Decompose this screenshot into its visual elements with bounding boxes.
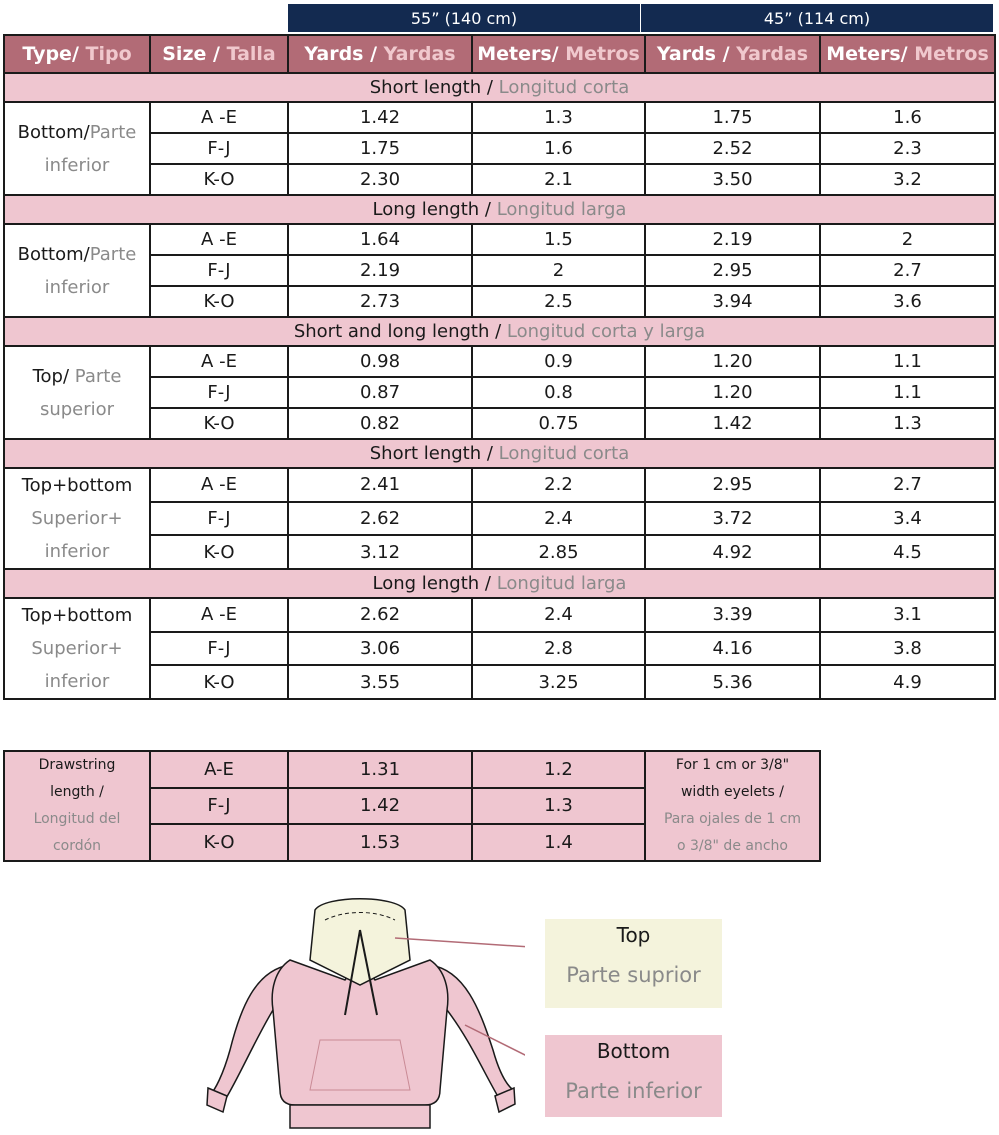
column-header: [820, 35, 995, 73]
column-header: [645, 35, 820, 73]
garment-type: [4, 224, 150, 317]
column-header-es: Metros: [914, 43, 989, 65]
garment-type-en: Bottom/: [17, 243, 90, 265]
meters-55-cell: 1.5: [472, 224, 645, 255]
meters-45-cell: 4.5: [820, 535, 995, 569]
yards-45-cell: 4.16: [645, 632, 820, 666]
drawstring-note-en-2: width eyelets /: [680, 784, 784, 800]
column-header-en: Type/: [22, 43, 86, 65]
table-row: [4, 255, 995, 286]
yards-55-cell: 2.62: [288, 502, 472, 536]
drawstring-meters: 1.3: [472, 788, 645, 825]
bottom-legend-es: Parte inferior: [565, 1079, 702, 1103]
size-cell: K-O: [150, 408, 288, 439]
meters-55-cell: 1.3: [472, 102, 645, 133]
section-title-en: Short length /: [369, 443, 499, 464]
column-header-es: Yardas: [736, 43, 809, 65]
size-cell: F-J: [150, 377, 288, 408]
table-row: [4, 502, 995, 536]
column-header-en: Yards /: [304, 43, 384, 65]
yards-45-cell: 2.95: [645, 255, 820, 286]
column-header-en: Size /: [162, 43, 227, 65]
drawstring-table: [3, 750, 821, 862]
column-header-es: Talla: [226, 43, 276, 65]
bottom-legend-box: [545, 1035, 722, 1117]
meters-55-cell: 2.4: [472, 598, 645, 632]
meters-45-cell: 2.7: [820, 468, 995, 502]
table-row: [4, 632, 995, 666]
section-title-es: Longitud corta: [498, 77, 630, 98]
yards-45-cell: 1.20: [645, 346, 820, 377]
top-legend-en: Top: [616, 923, 651, 947]
section-title-es: Longitud corta: [498, 443, 630, 464]
table-row: [4, 408, 995, 439]
bottom-legend-en: Bottom: [596, 1039, 671, 1063]
garment-type-en: Top+bottom: [21, 475, 133, 496]
meters-55-cell: 2.4: [472, 502, 645, 536]
hoodie-illustration: [195, 890, 525, 1135]
garment-type-es-1: Parte: [89, 121, 137, 143]
garment-type-en: Top/: [32, 365, 75, 387]
column-header: [4, 35, 150, 73]
table-row: [4, 535, 995, 569]
size-cell: F-J: [150, 502, 288, 536]
meters-55-cell: 2.1: [472, 164, 645, 195]
garment-type: [4, 346, 150, 439]
yards-45-cell: 1.75: [645, 102, 820, 133]
yards-55-cell: 2.73: [288, 286, 472, 317]
drawstring-yards: 1.53: [288, 824, 472, 861]
yards-45-cell: 3.72: [645, 502, 820, 536]
meters-45-cell: 3.6: [820, 286, 995, 317]
meters-55-cell: 2: [472, 255, 645, 286]
size-cell: F-J: [150, 133, 288, 164]
column-header-es: Tipo: [85, 43, 132, 65]
drawstring-size: A-E: [150, 751, 288, 788]
section-title: [4, 439, 995, 468]
meters-45-cell: 3.4: [820, 502, 995, 536]
section-title-row: [4, 195, 995, 224]
yards-55-cell: 3.12: [288, 535, 472, 569]
garment-type-es-2: inferior: [44, 671, 110, 692]
garment-type: [4, 102, 150, 195]
drawstring-note-es-1: Para ojales de 1 cm: [663, 811, 802, 827]
yards-55-cell: 1.75: [288, 133, 472, 164]
size-cell: A -E: [150, 346, 288, 377]
size-cell: A -E: [150, 102, 288, 133]
garment-type-en: Top+bottom: [21, 605, 133, 626]
yards-55-cell: 0.87: [288, 377, 472, 408]
drawstring-label-en-2: length /: [50, 784, 104, 800]
meters-45-cell: 3.8: [820, 632, 995, 666]
section-title-row: [4, 317, 995, 346]
table-row: [4, 377, 995, 408]
garment-type-es-1: Parte: [89, 243, 137, 265]
fabric-width-header: [287, 3, 994, 32]
size-cell: F-J: [150, 632, 288, 666]
yards-45-cell: 5.36: [645, 665, 820, 699]
meters-45-cell: 1.3: [820, 408, 995, 439]
size-cell: K-O: [150, 164, 288, 195]
drawstring-meters: 1.2: [472, 751, 645, 788]
section-title-es: Longitud larga: [496, 573, 627, 594]
size-cell: K-O: [150, 286, 288, 317]
section-title-es: Longitud corta y larga: [506, 321, 706, 342]
meters-55-cell: 3.25: [472, 665, 645, 699]
yards-55-cell: 1.64: [288, 224, 472, 255]
meters-55-cell: 0.75: [472, 408, 645, 439]
top-legend-es: Parte suprior: [566, 963, 701, 987]
drawstring-note-en-1: For 1 cm or 3/8": [675, 757, 790, 773]
yards-45-cell: 3.39: [645, 598, 820, 632]
column-header-en: Meters/: [826, 43, 915, 65]
garment-type-es-1: Superior+: [31, 638, 123, 659]
drawstring-yards: 1.42: [288, 788, 472, 825]
size-cell: F-J: [150, 255, 288, 286]
table-row: [4, 468, 995, 502]
drawstring-label-es-2: cordón: [52, 838, 102, 854]
column-header: [288, 35, 472, 73]
meters-45-cell: 2.7: [820, 255, 995, 286]
yards-45-cell: 2.19: [645, 224, 820, 255]
garment-type-es-2: superior: [39, 398, 115, 420]
meters-55-cell: 2.8: [472, 632, 645, 666]
yards-45-cell: 4.92: [645, 535, 820, 569]
yards-55-cell: 3.06: [288, 632, 472, 666]
yards-55-cell: 2.62: [288, 598, 472, 632]
meters-55-cell: 2.2: [472, 468, 645, 502]
section-title-row: [4, 73, 995, 102]
yards-45-cell: 1.20: [645, 377, 820, 408]
size-cell: K-O: [150, 665, 288, 699]
yards-45-cell: 1.42: [645, 408, 820, 439]
table-row: [4, 224, 995, 255]
table-row: [4, 164, 995, 195]
garment-type-es-2: inferior: [44, 276, 110, 298]
garment-type: [4, 468, 150, 569]
size-cell: A -E: [150, 224, 288, 255]
section-title-es: Longitud larga: [496, 199, 627, 220]
garment-type-es-2: inferior: [44, 154, 110, 176]
section-title: [4, 569, 995, 598]
meters-55-cell: 1.6: [472, 133, 645, 164]
section-title: [4, 73, 995, 102]
column-header-en: Yards /: [656, 43, 737, 65]
meters-55-cell: 0.8: [472, 377, 645, 408]
meters-45-cell: 2.3: [820, 133, 995, 164]
column-header: [150, 35, 288, 73]
section-title-en: Long length /: [372, 199, 497, 220]
yards-55-cell: 2.41: [288, 468, 472, 502]
drawstring-meters: 1.4: [472, 824, 645, 861]
meters-55-cell: 2.85: [472, 535, 645, 569]
garment-type: [4, 598, 150, 699]
meters-45-cell: 1.6: [820, 102, 995, 133]
table-row: [4, 665, 995, 699]
drawstring-label: [4, 751, 150, 861]
meters-45-cell: 4.9: [820, 665, 995, 699]
drawstring-yards: 1.31: [288, 751, 472, 788]
column-header-en: Meters/: [477, 43, 566, 65]
section-title-en: Short and long length /: [293, 321, 507, 342]
garment-type-en: Bottom/: [17, 121, 90, 143]
size-cell: K-O: [150, 535, 288, 569]
size-cell: A -E: [150, 598, 288, 632]
drawstring-label-es-1: Longitud del: [33, 811, 121, 827]
meters-45-cell: 2: [820, 224, 995, 255]
section-title-en: Long length /: [372, 573, 497, 594]
size-cell: A -E: [150, 468, 288, 502]
meters-45-cell: 3.2: [820, 164, 995, 195]
table-row: [4, 133, 995, 164]
column-header-row: [4, 35, 995, 73]
yards-45-cell: 3.50: [645, 164, 820, 195]
yards-55-cell: 2.19: [288, 255, 472, 286]
meters-45-cell: 3.1: [820, 598, 995, 632]
yards-55-cell: 0.82: [288, 408, 472, 439]
meters-55-cell: 0.9: [472, 346, 645, 377]
garment-type-es-1: Parte: [74, 365, 122, 387]
yards-55-cell: 2.30: [288, 164, 472, 195]
drawstring-label-en-1: Drawstring: [38, 757, 116, 773]
table-row: [4, 102, 995, 133]
yards-45-cell: 2.95: [645, 468, 820, 502]
column-header: [472, 35, 645, 73]
drawstring-note-es-2: o 3/8" de ancho: [677, 838, 788, 854]
garment-type-es-1: Superior+: [31, 508, 123, 529]
section-title-row: [4, 439, 995, 468]
meters-45-cell: 1.1: [820, 377, 995, 408]
yardage-table: [3, 34, 996, 700]
column-header-es: Yardas: [383, 43, 456, 65]
yards-55-cell: 0.98: [288, 346, 472, 377]
fabric-width-55: 55” (140 cm): [288, 4, 641, 33]
section-title: [4, 317, 995, 346]
yards-55-cell: 3.55: [288, 665, 472, 699]
table-row: [4, 346, 995, 377]
fabric-width-45: 45” (114 cm): [641, 4, 994, 33]
section-title: [4, 195, 995, 224]
drawstring-size: F-J: [150, 788, 288, 825]
meters-55-cell: 2.5: [472, 286, 645, 317]
yards-45-cell: 3.94: [645, 286, 820, 317]
top-legend-box: [545, 919, 722, 1008]
top-pointer-line: [395, 938, 525, 948]
section-title-row: [4, 569, 995, 598]
drawstring-note: [645, 751, 820, 861]
yards-45-cell: 2.52: [645, 133, 820, 164]
table-row: [4, 286, 995, 317]
yards-55-cell: 1.42: [288, 102, 472, 133]
column-header-es: Metros: [565, 43, 640, 65]
table-row: [4, 598, 995, 632]
section-title-en: Short length /: [369, 77, 499, 98]
meters-45-cell: 1.1: [820, 346, 995, 377]
garment-type-es-2: inferior: [44, 541, 110, 562]
drawstring-size: K-O: [150, 824, 288, 861]
